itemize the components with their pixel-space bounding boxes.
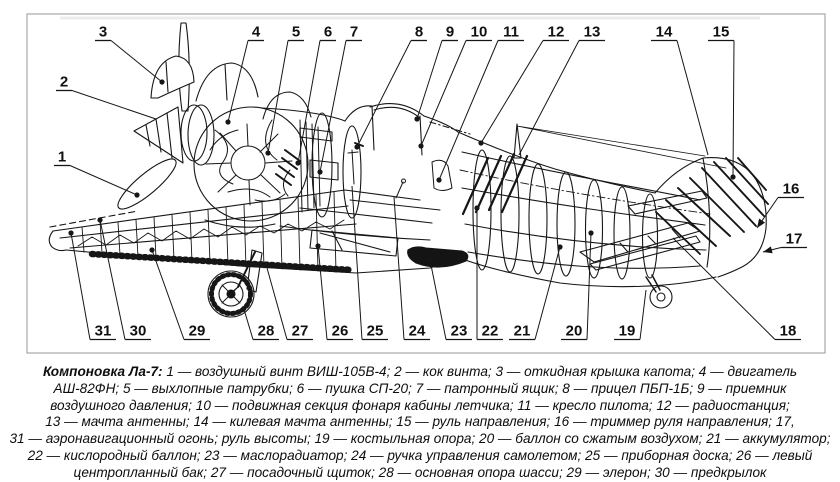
callout-number: 27 [291, 322, 309, 340]
leader-line [72, 91, 156, 120]
callout-30 [94, 217, 151, 340]
leader-line [268, 41, 288, 154]
scan-artifact [60, 17, 760, 20]
callout-28 [243, 306, 279, 340]
leader-line [519, 41, 579, 156]
wing [49, 190, 459, 273]
leader-line [430, 260, 446, 340]
leader-dot [478, 140, 483, 145]
callout-2 [56, 74, 156, 120]
callout-number: 28 [257, 322, 275, 340]
callout-number: 20 [565, 322, 583, 340]
callout-number: 30 [129, 322, 147, 340]
leader-line [677, 41, 708, 156]
callout-number: 10 [470, 23, 488, 41]
callout-number: 31 [94, 322, 112, 340]
callout-number: 22 [481, 322, 499, 340]
leader-dot [730, 174, 735, 179]
leader-dot [159, 79, 164, 84]
callout-number: 24 [408, 322, 426, 340]
callout-3 [95, 24, 165, 85]
leader-dot [427, 257, 432, 262]
callout-1 [54, 149, 140, 198]
leader-line [357, 41, 411, 148]
caption-line: АШ-82ФН; 5 — выхлопные патрубки; 6 — пушка СП-20; 7 — патронный ящик; 8 — прицел ПБП-1Б; 9 — приемник [53, 380, 787, 396]
leader-dot [317, 169, 322, 174]
callout-21 [509, 244, 563, 339]
callout-number: 5 [291, 23, 301, 41]
fuel-tank [310, 230, 398, 256]
antenna-mast [514, 124, 726, 168]
callout-number: 17 [785, 230, 803, 248]
callout-number: 7 [349, 23, 359, 41]
callout-number: 18 [779, 322, 797, 340]
leader-line [417, 41, 442, 120]
leader-dot [315, 243, 320, 248]
callout-23 [427, 257, 472, 339]
leader-dot [414, 116, 419, 121]
callout-number: 13 [583, 23, 601, 41]
leader-arrowhead [763, 246, 773, 253]
leader-dot [149, 247, 154, 252]
callout-number: 26 [331, 322, 349, 340]
leader-dot [134, 192, 139, 197]
caption-line [0, 364, 840, 381]
figure-caption [0, 364, 840, 482]
callout-number: 15 [712, 23, 730, 41]
leader-line [394, 197, 404, 340]
caption-text: 1 — воздушный винт ВИШ-105В-4; 2 — кок винта; 3 — откидная крышка капота; 4 — двигатель [162, 364, 798, 379]
leader-line [640, 290, 646, 340]
leader-line [535, 247, 560, 340]
leader-line [243, 306, 253, 340]
callout-number: 14 [655, 23, 673, 41]
propeller-blade-lower [112, 153, 182, 216]
leader-line [71, 233, 90, 340]
leader-dot [354, 144, 359, 149]
leader-dot [557, 244, 562, 249]
callout-26 [315, 243, 353, 339]
callout-15 [708, 24, 736, 180]
leader-line [152, 250, 184, 340]
callout-number: 12 [547, 23, 565, 41]
leader-line [439, 41, 498, 181]
fuselage [262, 108, 716, 287]
callout-number: 2 [59, 73, 69, 91]
caption-line: центропланный бак; 27 — посадочный щиток; 28 — основная опора шасси; 29 — элерон; 30 — предкрылок [73, 464, 767, 480]
callout-number: 19 [618, 322, 636, 340]
leader-line [228, 41, 248, 123]
cockpit-interior [348, 143, 452, 210]
leader-dot [418, 143, 423, 148]
callout-4 [225, 24, 264, 125]
callout-number: 3 [98, 23, 108, 41]
leader-arrowhead [757, 219, 765, 228]
callout-number: 21 [513, 322, 531, 340]
callout-number: 1 [57, 148, 67, 166]
callout-number: 29 [188, 322, 206, 340]
leader-line [70, 166, 137, 196]
callout-17 [763, 231, 807, 254]
caption-line: 22 — кислородный баллон; 23 — маслорадиатор; 24 — ручка управления самолетом; 25 — приборная доска; 26 — левый [27, 447, 813, 463]
callout-14 [651, 24, 708, 156]
callout-number: 16 [782, 180, 800, 198]
callout-number: 25 [366, 322, 384, 340]
leader-dot [225, 119, 230, 124]
oil-cooler-scoop [408, 247, 468, 267]
leader-line [111, 41, 162, 83]
leader-dot [97, 217, 102, 222]
callout-number: 6 [323, 23, 333, 41]
ammo-box [310, 160, 338, 180]
leader-dot [588, 230, 593, 235]
canopy [345, 104, 470, 155]
leader-dot [474, 205, 479, 210]
callout-18 [673, 238, 801, 340]
leader-line [673, 238, 775, 340]
leader-line [318, 246, 327, 340]
callout-number: 4 [251, 23, 261, 41]
leader-line [421, 41, 466, 147]
callout-19 [614, 290, 646, 340]
leader-line [733, 41, 734, 178]
leader-line [298, 41, 320, 164]
callout-number: 9 [445, 23, 455, 41]
caption-line: воздушного давления; 10 — подвижная секция фонаря кабины летчика; 11 — кресло пилота; 12 — радиостанция; [50, 397, 790, 413]
callout-5 [265, 24, 304, 156]
leader-dot [68, 230, 73, 235]
callout-number: 11 [503, 23, 519, 41]
callout-31 [68, 230, 116, 339]
callout-number: 23 [450, 322, 468, 340]
leader-line [320, 41, 346, 173]
caption-line: 13 — мачта антенны; 14 — килевая мачта антенны; 15 — руль направления; 16 — триммер руля направления; 17, [45, 414, 795, 430]
callout-6 [295, 24, 336, 166]
leader-dot [265, 150, 270, 155]
callout-8 [354, 24, 427, 150]
tail-wheel [646, 275, 672, 308]
exhaust-stubs [276, 150, 300, 185]
caption-title: Компоновка Ла-7: [42, 364, 163, 379]
callout-22 [474, 205, 503, 339]
callout-number: 8 [414, 23, 424, 41]
fin-rudder [655, 158, 768, 277]
leader-dot [295, 160, 300, 165]
caption-line: 31 — аэронавигационный огонь; руль высоты; 19 — костыльная опора; 20 — баллон со сжатым воздухом; 21 — аккумулятор; [9, 431, 831, 447]
leader-dot [436, 177, 441, 182]
